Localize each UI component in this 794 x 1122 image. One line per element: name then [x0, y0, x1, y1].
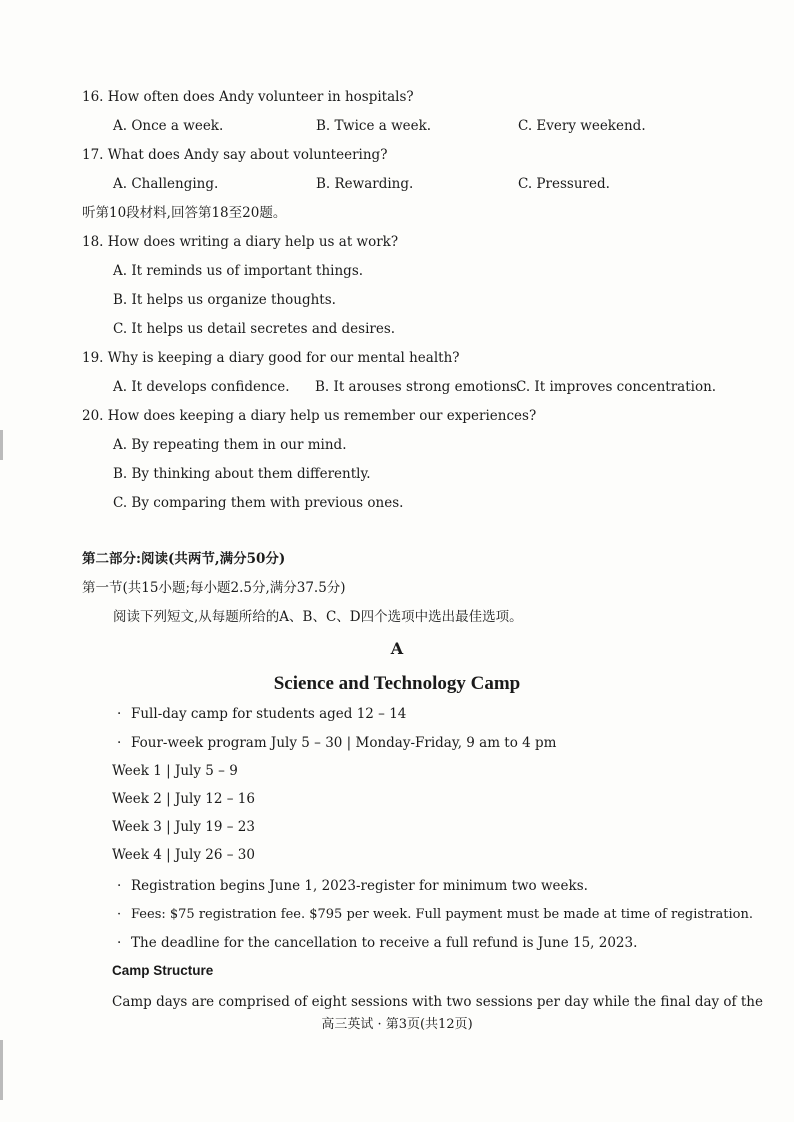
question-number: 18.: [82, 234, 104, 250]
question-number: 20.: [82, 408, 104, 424]
week-1: Week 1 | July 5 – 9: [112, 763, 238, 779]
scan-edge-mark: [0, 1040, 3, 1100]
option-b[interactable]: B. It arouses strong emotions.: [315, 379, 522, 395]
option-c[interactable]: C. Pressured.: [518, 176, 610, 192]
option-c[interactable]: C. It improves concentration.: [516, 379, 717, 395]
question-stem: Why is keeping a diary good for our mental health?: [107, 350, 460, 366]
bullet-item: [117, 877, 588, 895]
question-stem: What does Andy say about volunteering?: [107, 147, 388, 163]
bullet-icon: ·: [117, 935, 122, 951]
page-footer: 高三英试 · 第3页(共12页): [321, 1017, 473, 1032]
option-c[interactable]: C. Every weekend.: [518, 118, 646, 134]
bullet-icon: ·: [117, 706, 122, 722]
structure-text: Camp days are comprised of eight sessions with two sessions per day while the final day of the: [112, 994, 763, 1010]
question-stem: How does keeping a diary help us remember our experiences?: [107, 408, 537, 424]
question-number: 17.: [82, 147, 104, 163]
structure-heading: Camp Structure: [112, 963, 214, 978]
option-a[interactable]: A. It develops confidence.: [113, 379, 290, 395]
option-a[interactable]: A. It reminds us of important things.: [113, 263, 364, 279]
bullet-icon: ·: [117, 878, 122, 894]
bullet-text: The deadline for the cancellation to receive a full refund is June 15, 2023.: [131, 935, 638, 951]
bullet-text: Full-day camp for students aged 12 – 14: [131, 706, 407, 722]
option-c[interactable]: C. By comparing them with previous ones.: [113, 495, 404, 511]
week-2: Week 2 | July 12 – 16: [112, 791, 255, 807]
bullet-item: [117, 734, 556, 752]
week-4: Week 4 | July 26 – 30: [112, 847, 255, 863]
question-stem: How does writing a diary help us at work?: [107, 234, 399, 250]
bullet-text: Registration begins June 1, 2023-register for minimum two weeks.: [131, 878, 588, 894]
option-b[interactable]: B. Twice a week.: [316, 118, 432, 134]
question-19: [82, 349, 460, 367]
section-heading: 第一节(共15小题;每小题2.5分,满分37.5分): [82, 580, 346, 596]
question-number: 16.: [82, 89, 104, 105]
bullet-text: Four-week program July 5 – 30 | Monday-Friday, 9 am to 4 pm: [131, 735, 557, 751]
question-18: [82, 233, 398, 251]
bullet-item: [117, 705, 406, 723]
option-b[interactable]: B. Rewarding.: [316, 176, 414, 192]
passage-letter: A: [390, 639, 404, 658]
option-a[interactable]: A. By repeating them in our mind.: [113, 437, 347, 453]
bullet-item: [117, 934, 637, 952]
question-20: [82, 407, 536, 425]
question-16: [82, 88, 414, 106]
question-stem: How often does Andy volunteer in hospitals?: [107, 89, 414, 105]
bullet-text: Fees: $75 registration fee. $795 per week. Full payment must be made at time of registration.: [131, 907, 753, 922]
scan-edge-mark: [0, 430, 3, 460]
bullet-icon: ·: [117, 735, 122, 751]
bullet-item: [117, 906, 753, 924]
week-3: Week 3 | July 19 – 23: [112, 819, 255, 835]
camp-title: Science and Technology Camp: [273, 673, 521, 694]
option-b[interactable]: B. It helps us organize thoughts.: [113, 292, 336, 308]
option-a[interactable]: A. Once a week.: [113, 118, 224, 134]
part-heading: 第二部分:阅读(共两节,满分50分): [82, 551, 286, 567]
listening-instruction: 听第10段材料,回答第18至20题。: [82, 205, 287, 221]
bullet-icon: ·: [117, 907, 122, 922]
reading-instruction: 阅读下列短文,从每题所给的A、B、C、D四个选项中选出最佳选项。: [113, 609, 523, 625]
question-number: 19.: [82, 350, 104, 366]
option-a[interactable]: A. Challenging.: [113, 176, 219, 192]
option-b[interactable]: B. By thinking about them differently.: [113, 466, 371, 482]
option-c[interactable]: C. It helps us detail secretes and desires.: [113, 321, 396, 337]
question-17: [82, 146, 387, 164]
